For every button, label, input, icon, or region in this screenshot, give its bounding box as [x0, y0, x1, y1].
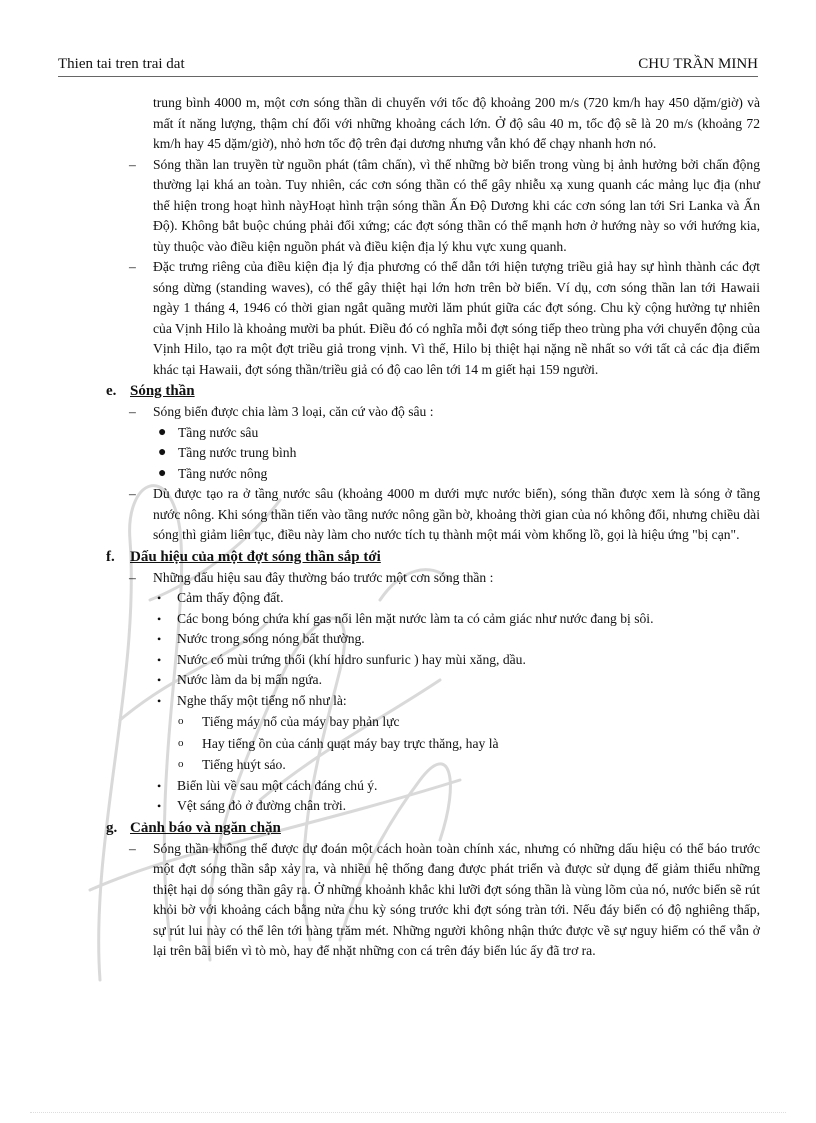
list-item [178, 711, 816, 733]
list-item-text: Nước trong sóng nóng bất thường. [177, 631, 365, 646]
list-item [158, 423, 816, 444]
list-item [129, 839, 760, 962]
warning-signs-list [0, 588, 816, 711]
list-item [157, 796, 816, 817]
section-heading-e [106, 381, 816, 402]
bullet-circle: o [178, 758, 184, 770]
list-item [178, 733, 816, 755]
bullet-circle: o [178, 736, 184, 749]
section-heading-g [106, 818, 816, 839]
header-document-title: Thien tai tren trai dat [58, 56, 185, 72]
list-item [129, 402, 760, 423]
list-item [158, 464, 816, 485]
list-item-text: Cảm thấy động đất. [177, 590, 284, 605]
list-item-text: Tầng nước sâu [178, 424, 259, 440]
list-item-text: Sóng thần không thể được dự đoán một cách hoàn toàn chính xác, nhưng có những dấu hiệu có thể báo trước một đợt sóng thần sắp xảy ra, và nhiều hệ thống đang được phát triển và được sử dụng để giảm thiểu những thiệt hại do sóng thần gây ra. Ở những khoảnh khắc khi lưỡi đợt sóng thần là vùng lõm của nó, nước biển sẽ rút khỏi bờ với khoảng cách bằng nửa chu kỳ sóng trước khi đợt sóng tràn tới. Nếu đáy biển có độ nghiêng thấp, sự rút lui này có thể lên tới hàng trăm mét. Những người không nhận thức được về sự nguy hiểm có thể vẫn ở lại trên bãi biển vì tò mò, hay để nhặt những con cá trên đáy biển lúc ấy đã trơ ra. [153, 840, 760, 958]
bullet-dot: ● [158, 445, 167, 460]
bullet-dot: • [157, 632, 162, 646]
section-letter: g. [106, 819, 118, 836]
dash-bullet: – [129, 404, 136, 419]
list-item [157, 691, 816, 712]
list-item-text: Các bong bóng chứa khí gas nổi lên mặt nước làm ta có cảm giác như nước đang bị sôi. [177, 610, 654, 626]
list-item-text: Hay tiếng ồn của cánh quạt máy bay trực thăng, hay là [202, 735, 499, 751]
list-item [157, 670, 816, 691]
water-layer-list [0, 423, 816, 485]
header-author: CHU TRẦN MINH [638, 56, 758, 72]
section-title: Sóng thần [130, 383, 195, 399]
bullet-dot: ● [158, 424, 167, 440]
bullet-dot: • [157, 673, 162, 687]
dash-bullet: – [129, 840, 136, 856]
list-item-text: Tầng nước nông [178, 465, 268, 481]
list-item [129, 155, 760, 258]
list-item-text: Nghe thấy một tiếng nổ như là: [177, 692, 347, 708]
list-item-text: Tầng nước trung bình [178, 445, 297, 460]
bullet-dot: • [157, 652, 162, 667]
list-item [157, 776, 816, 797]
bullet-dot: ● [158, 465, 167, 481]
section-title: Dấu hiệu của một đợt sóng thần sắp tới [130, 548, 381, 565]
dash-bullet: – [129, 486, 136, 501]
list-item [158, 443, 816, 464]
list-item [157, 588, 816, 609]
warning-signs-list-continued [0, 776, 816, 817]
intro-continuation: trung bình 4000 m, một cơn sóng thần di chuyển với tốc độ khoảng 200 m/s (720 km/h hay 450 dặm/giờ) và mất ít năng lượng, thậm chí đối với những khoảng cách lớn. Ở độ sâu 40 m, tốc độ sẽ là 20 m/s (khoảng 72 km/h hay 45 dặm/giờ), nhỏ hơn tốc độ trên đại dương nhưng vẫn khó để chạy nhanh hơn nó. [153, 95, 760, 151]
list-item-text: Tiếng huýt sáo. [202, 757, 286, 772]
list-item [178, 754, 816, 776]
list-item [157, 609, 816, 630]
list-item-text: Những dấu hiệu sau đây thường báo trước một cơn sóng thần : [153, 569, 494, 585]
list-item [157, 650, 816, 671]
list-item [129, 484, 760, 546]
page-bottom-divider [30, 1112, 786, 1113]
list-item-text: Vệt sáng đỏ ở đường chân trời. [177, 798, 346, 813]
list-item-text: Sóng thần lan truyền từ nguồn phát (tâm chấn), vì thế những bờ biển trong vùng bị ảnh hưởng bởi chấn động thường lại khá an toàn. Tuy nhiên, các cơn sóng thần có thể gây nhiễu xạ xung quanh các mảng lục địa (như thể hiện trong hoạt hình nàyHoạt hình trận sóng thần Ấn Độ Dương khi các cơn sóng lan tới Sri Lanka và Ấn Độ). Không bắt buộc chúng phải đối xứng; các đợt sóng thần có thể mạnh hơn ở hướng này so với hướng kia, tùy thuộc vào điều kiện nguồn phát và điều kiện địa lý khu vực xung quanh. [153, 156, 760, 254]
bullet-dot: • [157, 799, 162, 813]
document-body [0, 93, 816, 962]
page-header [58, 52, 758, 77]
list-item [129, 568, 760, 589]
list-item-text: Nước có mùi trứng thối (khí hidro sunfuric ) hay mùi xăng, dầu. [177, 651, 526, 667]
bullet-dot: • [157, 611, 162, 626]
list-item-text: Biển lùi về sau một cách đáng chú ý. [177, 777, 378, 793]
bullet-dot: • [157, 693, 162, 708]
dash-bullet: – [129, 569, 136, 585]
list-item-text: Nước làm da bị mẩn ngứa. [177, 672, 322, 687]
list-item [129, 257, 760, 380]
list-item [157, 629, 816, 650]
section-title: Cảnh báo và ngăn chặn [130, 819, 281, 836]
bullet-circle: o [178, 715, 184, 727]
dash-bullet: – [129, 156, 136, 172]
list-item-text: Tiếng máy nổ của máy bay phản lực [202, 714, 400, 729]
section-heading-f [106, 547, 816, 568]
sound-list [0, 711, 816, 776]
list-item-text: Dù được tạo ra ở tầng nước sâu (khoảng 4000 m dưới mực nước biển), sóng thần được xem là sóng ở tầng nước nông. Khi sóng thần tiến vào tầng nước nông gần bờ, khoảng thời gian của nó không đổi, nhưng chiều dài sóng thì giảm liên tục, điều này làm cho nước tích tụ thành một mái vòm khổng lồ, gọi là hiệu ứng "bị cạn". [153, 486, 760, 542]
list-item-text: Sóng biển được chia làm 3 loại, căn cứ vào độ sâu : [153, 404, 434, 419]
bullet-dot: • [157, 591, 162, 605]
list-item-text: Đặc trưng riêng của điều kiện địa lý địa phương có thể dẫn tới hiện tượng triều giả hay sự hình thành các đợt sóng dừng (standing waves), có thể gây thiệt hại lớn hơn trên bờ biển. Ví dụ, cơn sóng thần lan tới Hawaii ngày 1 tháng 4, 1946 có thời gian ngắt quãng mười lăm phút giữa các đợt sóng. Chu kỳ cộng hưởng tự nhiên của Vịnh Hilo là khoảng mười ba phút. Điều đó có nghĩa mỗi đợt sóng tiếp theo trùng pha với chuyển động của Vịnh Hilo, tạo ra một đợt triều giả trong vịnh. Vì thế, Hilo bị thiệt hại nặng nề nhất so với tất cả các địa điểm khác tại Hawaii, đợt sóng thần/triều giả có độ cao lên tới 14 m giết hại 159 người. [153, 259, 760, 377]
bullet-dot: • [157, 778, 162, 793]
section-letter: f. [106, 548, 115, 565]
dash-bullet: – [129, 259, 136, 274]
section-letter: e. [106, 383, 117, 399]
